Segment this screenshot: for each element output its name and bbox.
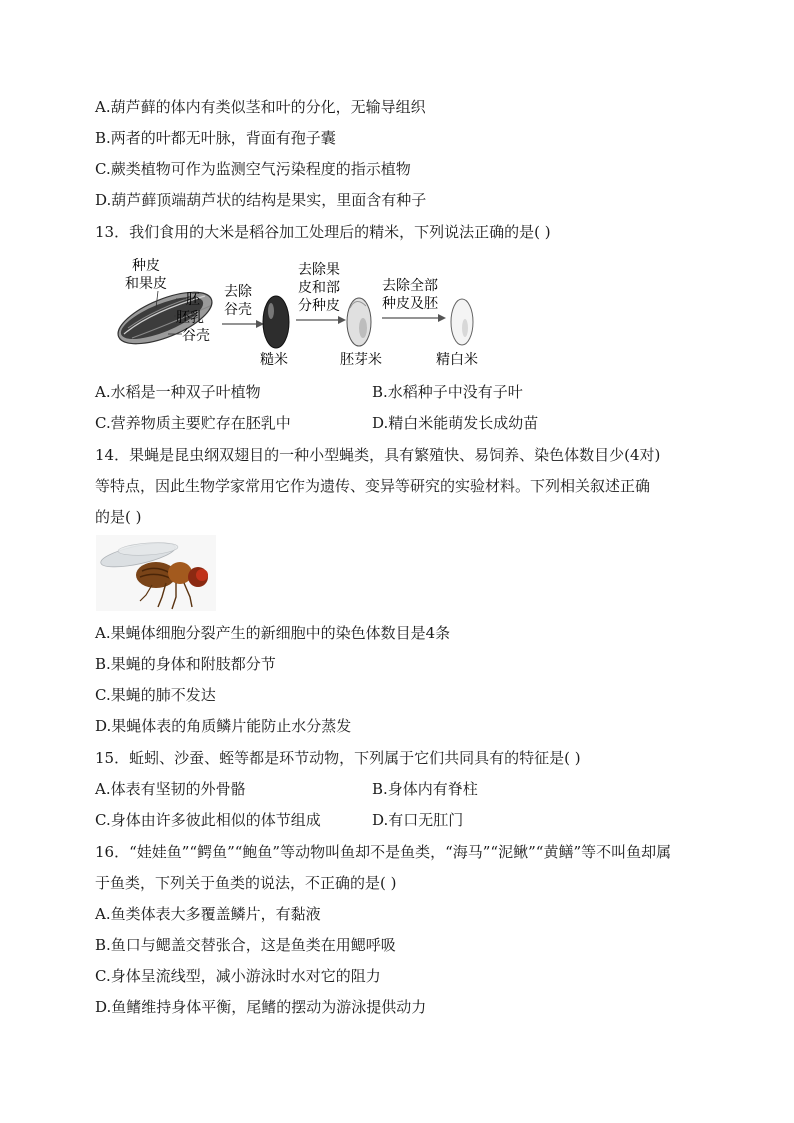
q16-stem-line2: 于鱼类，下列关于鱼类的说法，不正确的是( )	[95, 874, 397, 892]
label-seedcoat-2: 和果皮	[125, 276, 167, 292]
label-embryo: 胚	[186, 292, 200, 308]
q13-option-b: B.水稻种子中没有子叶	[372, 383, 523, 401]
q14-option-c: C.果蝇的肺不发达	[95, 686, 216, 704]
q16-option-a: A.鱼类体表大多覆盖鳞片，有黏液	[95, 905, 321, 923]
step2-line1: 去除果	[298, 262, 340, 278]
fruit-fly-icon	[96, 535, 216, 611]
stage3-label: 精白米	[436, 352, 478, 368]
q16-option-c: C.身体呈流线型，减小游泳时水对它的阻力	[95, 967, 381, 985]
q13-option-a: A.水稻是一种双子叶植物	[95, 383, 261, 401]
q14-stem-line3: 的是( )	[95, 508, 142, 526]
q16-option-d: D.鱼鳍维持身体平衡，尾鳍的摆动为游泳提供动力	[95, 998, 427, 1016]
q14-stem-line1: 14．果蝇是昆虫纲双翅目的一种小型蝇类，具有繁殖快、易饲养、染色体数目少(4对)	[95, 446, 661, 464]
brown-rice-icon	[263, 296, 289, 348]
rice-processing-diagram	[110, 256, 500, 372]
q14-option-d: D.果蝇体表的角质鳞片能防止水分蒸发	[95, 717, 352, 735]
label-seedcoat-1: 种皮	[132, 258, 160, 274]
label-husk: 谷壳	[182, 328, 210, 344]
q13-option-c: C.营养物质主要贮存在胚乳中	[95, 414, 291, 432]
step2-line3: 分种皮	[298, 298, 340, 314]
q15-option-b: B.身体内有脊柱	[372, 780, 478, 798]
q16-option-b: B.鱼口与鳃盖交替张合，这是鱼类在用鳃呼吸	[95, 936, 396, 954]
embryo-rice-icon	[347, 298, 371, 346]
stage2-label: 胚芽米	[340, 352, 382, 368]
q13-option-d: D.精白米能萌发长成幼苗	[372, 414, 539, 432]
step2-line2: 皮和部	[298, 280, 340, 296]
q13-stem: 13．我们食用的大米是稻谷加工处理后的精米，下列说法正确的是( )	[95, 223, 551, 241]
q16-stem-line1: 16．“娃娃鱼”“鳄鱼”“鲍鱼”等动物叫鱼却不是鱼类，“海马”“泥鳅”“黄鳝”等不叫鱼却属	[95, 843, 672, 861]
q15-option-a: A.体表有坚韧的外骨骼	[95, 780, 246, 798]
q15-stem: 15．蚯蚓、沙蚕、蛭等都是环节动物，下列属于它们共同具有的特征是( )	[95, 749, 581, 767]
label-endosperm: 胚乳	[176, 310, 204, 326]
q15-option-c: C.身体由许多彼此相似的体节组成	[95, 811, 321, 829]
polished-rice-icon	[451, 299, 473, 345]
step3-line1: 去除全部	[382, 278, 438, 294]
q12-option-c: C.蕨类植物可作为监测空气污染程度的指示植物	[95, 160, 411, 178]
q15-option-d: D.有口无肛门	[372, 811, 464, 829]
q14-option-b: B.果蝇的身体和附肢都分节	[95, 655, 276, 673]
q14-stem-line2: 等特点，因此生物学家常用它作为遗传、变异等研究的实验材料。下列相关叙述正确	[95, 477, 651, 495]
step1-line2: 谷壳	[224, 302, 252, 318]
step3-line2: 种皮及胚	[382, 296, 438, 312]
q14-option-a: A.果蝇体细胞分裂产生的新细胞中的染色体数目是4条	[95, 624, 451, 642]
step1-line1: 去除	[224, 284, 252, 300]
q12-option-d: D.葫芦藓顶端葫芦状的结构是果实，里面含有种子	[95, 191, 427, 209]
q12-option-a: A.葫芦藓的体内有类似茎和叶的分化，无输导组织	[95, 98, 426, 116]
q12-option-b: B.两者的叶都无叶脉，背面有孢子囊	[95, 129, 336, 147]
stage1-label: 糙米	[260, 352, 288, 368]
